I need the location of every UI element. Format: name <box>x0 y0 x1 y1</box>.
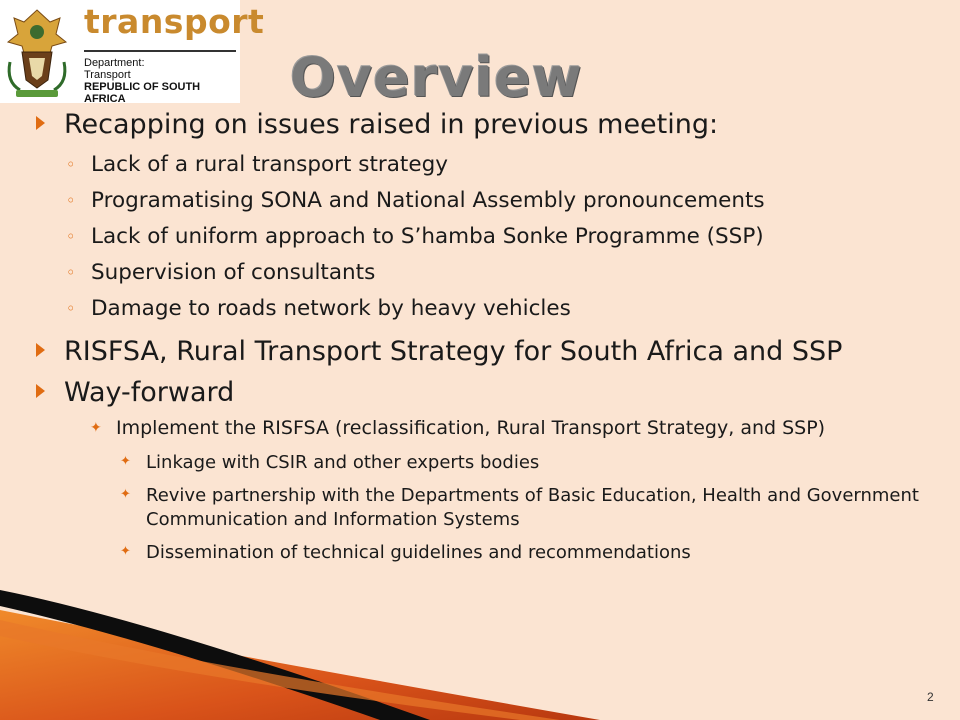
department-text <box>84 57 240 105</box>
slide-title: Overview <box>290 46 583 109</box>
sub-bullet-text: Supervision of consultants <box>91 260 376 285</box>
sub-bullet-text: Lack of uniform approach to S’hamba Sonke Programme (SSP) <box>91 224 764 249</box>
star-bullet-icon: ✦ <box>120 487 131 502</box>
sub-bullet-text: Lack of a rural transport strategy <box>91 152 448 177</box>
circle-bullet-icon: ◦ <box>66 227 76 246</box>
sub-bullet-text: Programatising SONA and National Assembly pronouncements <box>91 188 765 213</box>
sub-bullet-text: Damage to roads network by heavy vehicles <box>91 296 571 321</box>
bullet-item-way-forward <box>36 376 936 409</box>
star-bullet-icon: ✦ <box>120 454 131 469</box>
slide-content <box>36 108 936 565</box>
decorative-swoosh <box>0 580 600 720</box>
logo-divider <box>84 50 236 52</box>
sub-bullet-item <box>36 219 936 255</box>
dept-line-1: Department: <box>84 57 145 69</box>
brand-name: transport <box>84 2 265 41</box>
circle-bullet-icon: ◦ <box>66 155 76 174</box>
triangle-bullet-icon <box>36 384 45 398</box>
star-bullet-icon: ✦ <box>120 544 131 559</box>
sub-sub-bullet-item <box>36 541 936 565</box>
triangle-bullet-icon <box>36 343 45 357</box>
sub-bullet-item <box>36 415 936 442</box>
circle-bullet-icon: ◦ <box>66 299 76 318</box>
page-number: 2 <box>927 690 934 704</box>
bullet-text: Recapping on issues raised in previous meeting: <box>64 109 719 140</box>
sub-bullet-item <box>36 291 936 327</box>
dept-line-2: Transport <box>84 69 131 81</box>
sub-bullet-item <box>36 147 936 183</box>
bullet-item-risfsa <box>36 335 936 368</box>
bullet-text: RISFSA, Rural Transport Strategy for South Africa and SSP <box>64 336 843 367</box>
circle-bullet-icon: ◦ <box>66 191 76 210</box>
bullet-text: Way-forward <box>64 377 235 408</box>
sub-sub-bullet-text: Dissemination of technical guidelines and recommendations <box>146 542 691 563</box>
sub-bullet-text: Implement the RISFSA (reclassification, Rural Transport Strategy, and SSP) <box>116 417 826 439</box>
sub-sub-bullet-text: Revive partnership with the Departments of Basic Education, Health and Government Communication and Information Systems <box>146 485 919 530</box>
bullet-item-recap <box>36 108 936 141</box>
sub-sub-bullet-item <box>36 451 936 475</box>
sub-sub-bullet-item <box>36 484 936 532</box>
department-logo <box>0 0 265 105</box>
coat-of-arms-icon <box>2 2 72 100</box>
sub-bullet-item <box>36 255 936 291</box>
sub-bullet-item <box>36 183 936 219</box>
star-bullet-icon: ✦ <box>90 420 102 436</box>
triangle-bullet-icon <box>36 116 45 130</box>
country-name: REPUBLIC OF SOUTH AFRICA <box>84 81 201 105</box>
circle-bullet-icon: ◦ <box>66 263 76 282</box>
sub-sub-bullet-text: Linkage with CSIR and other experts bodies <box>146 452 540 473</box>
